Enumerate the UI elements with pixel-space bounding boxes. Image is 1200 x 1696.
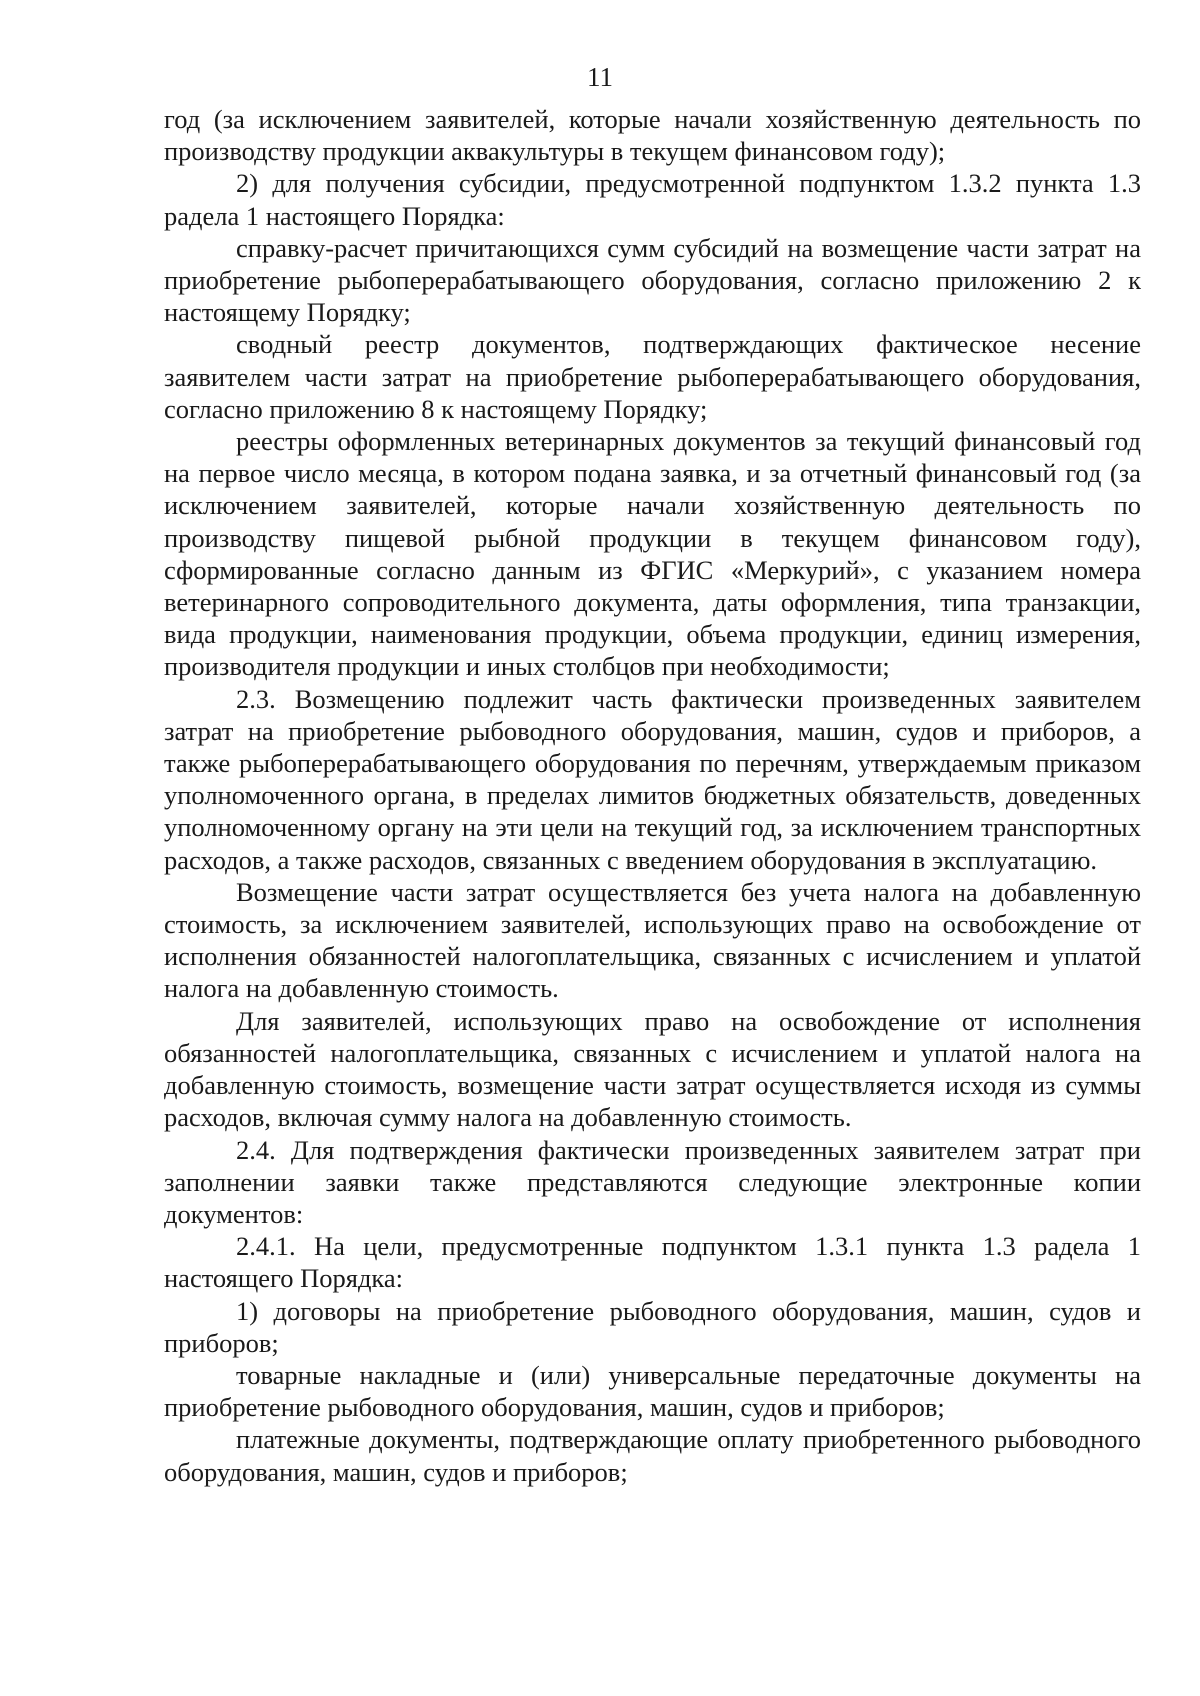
paragraph-waybills: товарные накладные и (или) универсальные передаточные документы на приобретение рыбоводного оборудования, машин, судов и приборов; bbox=[164, 1359, 1141, 1423]
paragraph-calculation-certificate: справку-расчет причитающихся сумм субсидий на возмещение части затрат на приобретение рыбоперерабатывающего оборудования, согласно приложению 2 к настоящему Порядку; bbox=[164, 232, 1141, 328]
paragraph-item-2: 2) для получения субсидии, предусмотренной подпунктом 1.3.2 пункта 1.3 радела 1 настоящего Порядка: bbox=[164, 168, 1141, 231]
paragraph-section-2-4-1: 2.4.1. На цели, предусмотренные подпунктом 1.3.1 пункта 1.3 радела 1 настоящего Порядка: bbox=[164, 1231, 1141, 1294]
paragraph-veterinary-registers: реестры оформленных ветеринарных документов за текущий финансовый год на первое число месяца, в котором подана заявка, и за отчетный финансовый год (за исключением заявителей, которые начали хозяйственную деятельность по производству пищевой рыбной продукции в текущем финансовом году), сформированные согласно данным из ФГИС «Меркурий», с указанием номера ветеринарного сопроводительного документа, даты оформления, типа транзакции, вида продукции, наименования продукции, объема продукции, единиц измерения, производителя продукции и иных столбцов при необходимости; bbox=[164, 426, 1141, 682]
paragraph-section-2-3: 2.3. Возмещению подлежит часть фактически произведенных заявителем затрат на приобретение рыбоводного оборудования, машин, судов и приборов, а также рыбоперерабатывающего оборудования по перечням, утверждаемым приказом уполномоченного органа, в пределах лимитов бюджетных обязательств, доведенных уполномоченному органу на эти цели на текущий год, за исключением транспортных расходов, а также расходов, связанных с введением оборудования в эксплуатацию. bbox=[164, 683, 1141, 875]
paragraph-vat-exclusion: Возмещение части затрат осуществляется без учета налога на добавленную стоимость, за исключением заявителей, использующих право на освобождение от исполнения обязанностей налогоплательщика, связанных с исчислением и уплатой налога на добавленную стоимость. bbox=[164, 876, 1141, 1004]
paragraph-vat-inclusion: Для заявителей, использующих право на освобождение от исполнения обязанностей налогоплательщика, связанных с исчислением и уплатой налога на добавленную стоимость, возмещение части затрат осуществляется исходя из суммы расходов, включая сумму налога на добавленную стоимость. bbox=[164, 1005, 1141, 1133]
page-number: 11 bbox=[587, 62, 613, 92]
paragraph-consolidated-register: сводный реестр документов, подтверждающих фактическое несение заявителем части затрат на приобретение рыбоперерабатывающего оборудования, согласно приложению 8 к настоящему Порядку; bbox=[164, 329, 1141, 424]
paragraph-section-2-4: 2.4. Для подтверждения фактически произведенных заявителем затрат при заполнении заявки также представляются следующие электронные копии документов: bbox=[164, 1134, 1141, 1229]
paragraph-continuation: год (за исключением заявителей, которые начали хозяйственную деятельность по производству продукции аквакультуры в текущем финансовом году); bbox=[164, 104, 1141, 167]
document-body bbox=[164, 103, 1141, 1488]
paragraph-payment-documents: платежные документы, подтверждающие оплату приобретенного рыбоводного оборудования, машин, судов и приборов; bbox=[164, 1424, 1141, 1487]
paragraph-contracts: 1) договоры на приобретение рыбоводного оборудования, машин, судов и приборов; bbox=[164, 1295, 1141, 1358]
